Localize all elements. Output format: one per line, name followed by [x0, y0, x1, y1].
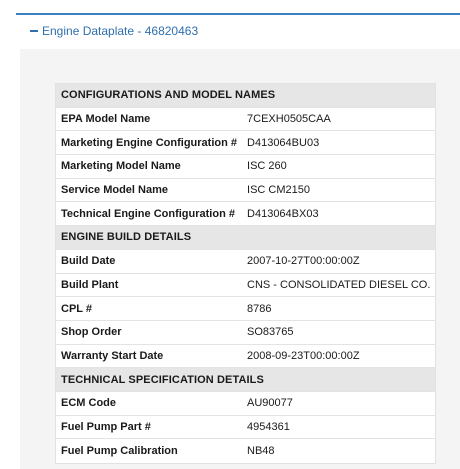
engine-dataplate-panel [16, 15, 460, 469]
table-row [56, 202, 435, 226]
field-value: D413064BU03 [242, 131, 435, 155]
minus-icon[interactable] [30, 30, 38, 32]
table-row [56, 439, 435, 463]
field-value: AU90077 [242, 392, 435, 416]
panel-toggle-header[interactable] [30, 22, 198, 40]
field-label: CPL # [56, 297, 242, 321]
field-label: Marketing Engine Configuration # [56, 131, 242, 155]
table-row [56, 297, 435, 321]
table-row [56, 345, 435, 369]
field-value: D413064BX03 [242, 202, 435, 226]
panel-body [20, 49, 460, 469]
field-value: ISC 260 [242, 155, 435, 179]
panel-title[interactable]: Engine Dataplate - 46820463 [42, 24, 199, 38]
section-title: TECHNICAL SPECIFICATION DETAILS [56, 368, 435, 392]
field-label: Fuel Pump Part # [56, 416, 242, 440]
field-label: Shop Order [56, 321, 242, 345]
field-label: Service Model Name [56, 179, 242, 203]
table-row [56, 250, 435, 274]
field-value: SO83765 [242, 321, 435, 345]
table-row [56, 416, 435, 440]
field-value: 2007-10-27T00:00:00Z [242, 250, 435, 274]
table-row [56, 274, 435, 298]
engine-details-table [55, 83, 436, 464]
field-label: ECM Code [56, 392, 242, 416]
table-row [56, 179, 435, 203]
section-header-row [56, 368, 435, 392]
table-row [56, 321, 435, 345]
field-label: Build Date [56, 250, 242, 274]
table-row [56, 155, 435, 179]
section-title: ENGINE BUILD DETAILS [56, 226, 435, 250]
field-value: NB48 [247, 445, 275, 458]
field-value: 8786 [242, 297, 435, 321]
field-value: 2008-09-23T00:00:00Z [242, 345, 435, 369]
field-label: Fuel Pump Calibration [61, 445, 178, 458]
field-label: Build Plant [56, 274, 242, 298]
field-value: ISC CM2150 [242, 179, 435, 203]
section-header-row [56, 84, 435, 108]
section-header-row [56, 226, 435, 250]
field-label: Technical Engine Configuration # [56, 202, 242, 226]
field-label: EPA Model Name [56, 108, 242, 132]
section-title: CONFIGURATIONS AND MODEL NAMES [56, 84, 435, 108]
field-label: Warranty Start Date [56, 345, 242, 369]
table-row [56, 131, 435, 155]
field-label: Marketing Model Name [56, 155, 242, 179]
field-value: 4954361 [242, 416, 435, 440]
field-value: CNS - CONSOLIDATED DIESEL CO. [242, 274, 435, 298]
table-row [56, 392, 435, 416]
table-row [56, 108, 435, 132]
field-value: 7CEXH0505CAA [242, 108, 435, 132]
